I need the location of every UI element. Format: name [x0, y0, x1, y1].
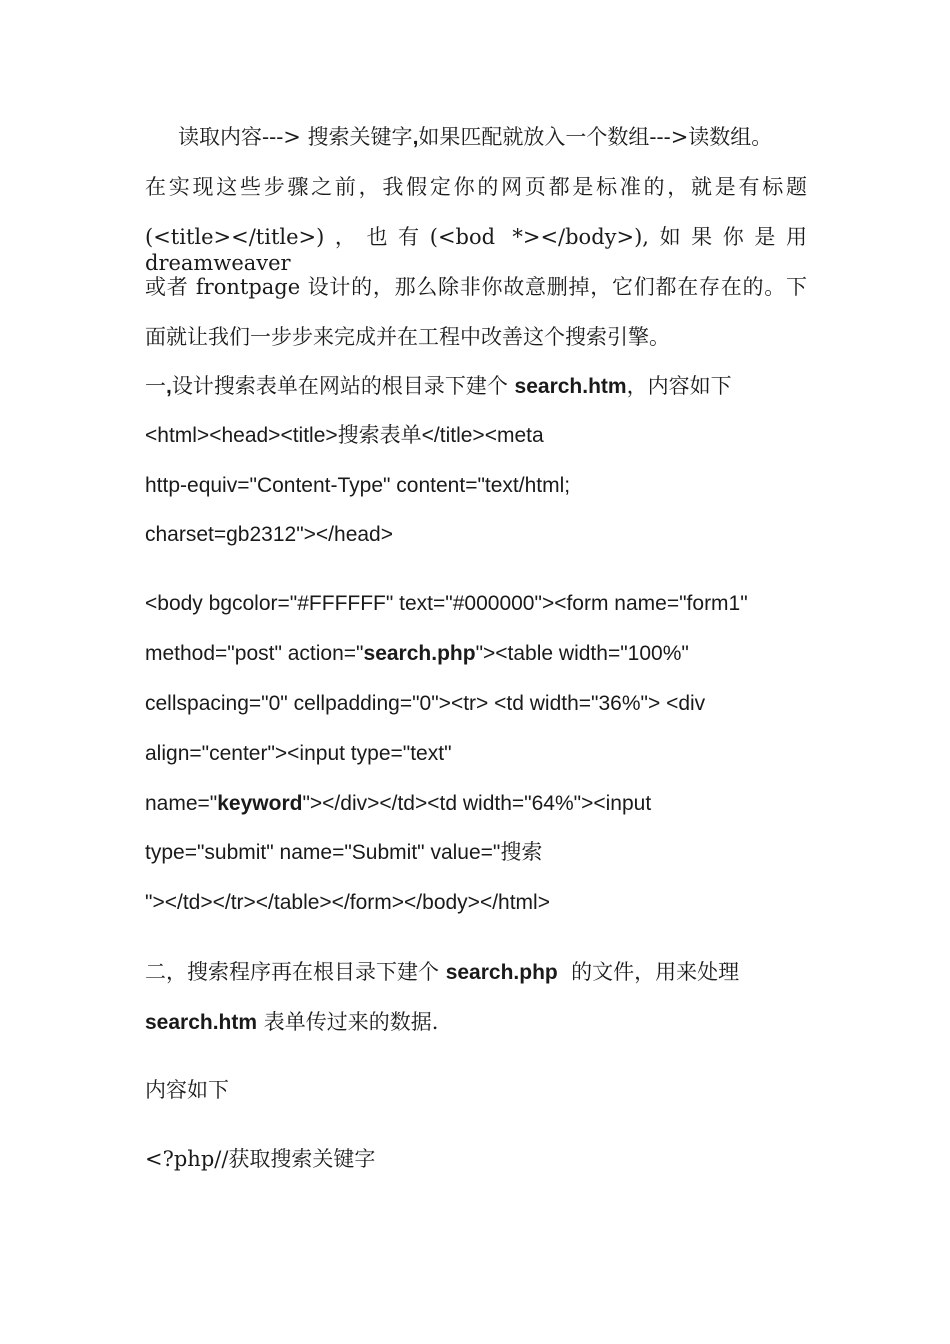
text: 的文件，用来处理: [557, 960, 740, 984]
bold-keyword: keyword: [217, 792, 303, 815]
bold-comma: ,: [166, 375, 172, 398]
text: 读取内容---> 搜索关键字: [178, 125, 413, 149]
bold-comma: ,: [412, 126, 419, 149]
code-line-8: [145, 791, 651, 817]
code-line-7: align="center"><input type="text": [145, 742, 452, 765]
section-2-heading: [145, 959, 739, 986]
code-line-1: <html><head><title>搜索表单</title><meta: [145, 424, 544, 447]
paragraph-1-line-3: (<title></title>)，也有(<bod *></body>),如果你是用 dreamweaver: [145, 225, 807, 275]
code-line-6: cellspacing="0" cellpadding="0"><tr> <td width="36%"> <div: [145, 692, 706, 715]
paragraph-1-line-5: 面就让我们一步步来完成并在工程中改善这个搜索引擎。: [145, 325, 670, 349]
text: 如果匹配就放入一个数组--->读数组。: [418, 125, 773, 149]
text: name=": [145, 792, 218, 815]
paragraph-1-line-2: 在实现这些步骤之前，我假定你的网页都是标准的，就是有标题: [145, 175, 807, 199]
code-line-9: type="submit" name="Submit" value="搜索: [145, 841, 543, 864]
section-2-code-line-1: <?php//获取搜索关键字: [145, 1147, 376, 1171]
section-2-content-label: 内容如下: [145, 1078, 229, 1102]
text: 设计搜索表单在网站的根目录下建个: [171, 374, 515, 398]
text: 二，搜索程序再在根目录下建个: [145, 960, 446, 984]
text: 表单传过来的数据.: [257, 1010, 439, 1034]
section-2-line-2: [145, 1009, 438, 1036]
code-line-4: <body bgcolor="#FFFFFF" text="#000000"><form name="form1": [145, 592, 748, 615]
paragraph-1-line-1: [178, 124, 772, 151]
bold-filename: search.php: [445, 961, 558, 984]
text: method="post" action=": [145, 642, 364, 665]
code-line-2: http-equiv="Content-Type" content="text/html;: [145, 474, 571, 497]
bold-filename: search.php: [363, 642, 476, 665]
text: ，内容如下: [626, 374, 732, 398]
code-line-5: [145, 641, 689, 667]
text: "><table width="100%": [475, 642, 689, 665]
bold-filename: search.htm: [145, 1011, 258, 1034]
paragraph-1-line-4: 或者 frontpage 设计的，那么除非你故意删掉，它们都在存在的。下: [145, 275, 807, 299]
code-line-3: charset=gb2312"></head>: [145, 523, 394, 546]
section-1-heading: [145, 373, 732, 400]
bold-filename: search.htm: [514, 375, 627, 398]
text: 一: [145, 374, 166, 398]
code-line-10: "></td></tr></table></form></body></html>: [145, 891, 550, 914]
text: "></div></td><td width="64%"><input: [302, 792, 652, 815]
